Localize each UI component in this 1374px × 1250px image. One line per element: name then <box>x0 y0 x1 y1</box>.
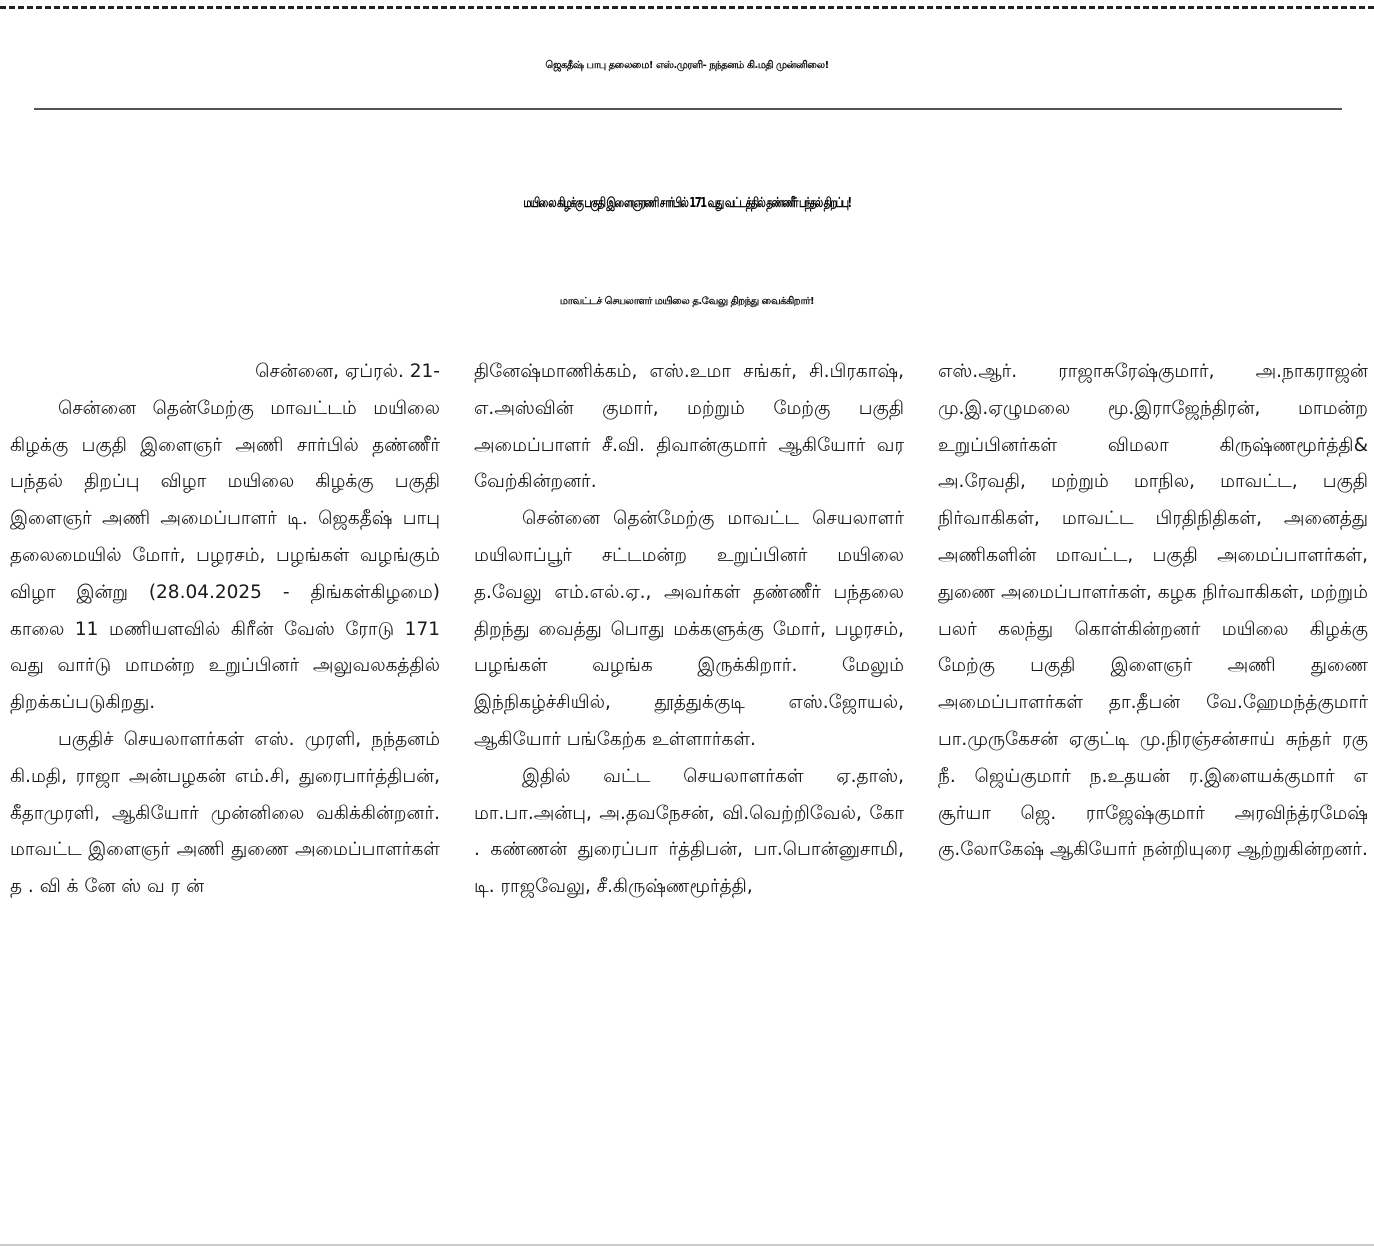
kicker-divider <box>34 108 1342 110</box>
bottom-border <box>0 1244 1374 1246</box>
body-paragraph: பகுதிச் செயலாளர்கள் எஸ். முரளி, நந்தனம் கி.மதி, ராஜா அன்பழகன் எம்.சி, துரைபார்த்திபன், கீதாமுரளி, ஆகியோர் முன்னிலை வகிக்கின்றனர். மாவட்ட இளைஞர் அணி துணை அமைப்பாளர்கள் த . வி க் னே ஸ் வ ர ன் <box>10 728 440 898</box>
article-column-2 <box>474 354 904 1234</box>
body-paragraph: இதில் வட்ட செயலாளர்கள் ஏ.தாஸ், மா.பா.அன்பு, அ.தவநேசன், வி.வெற்றிவேல், கோ . கண்ணன் துரைப்பா ர்த்திபன், பா.பொன்னுசாமி, டி. ராஜவேலு, சீ.கிருஷ்ணமூர்த்தி, <box>474 765 904 898</box>
body-paragraph: எஸ்.ஆர். ராஜாசுரேஷ்குமார், அ.நாகராஜன் மு.இ.ஏழுமலை மூ.இராஜேந்திரன், மாமன்ற உறுப்பினர்கள் விமலா கிருஷ்ணமூர்த்தி& அ.ரேவதி, மற்றும் மாநில, மாவட்ட, பகுதி நிர்வாகிகள், மாவட்ட பிரதிநிதிகள், அனைத்து அணிகளின் மாவட்ட, பகுதி அமைப்பாளர்கள், துணை அமைப்பாளர்கள், கழக நிர்வாகிகள், மற்றும் பலர் கலந்து கொள்கின்றனர் மயிலை கிழக்கு மேற்கு பகுதி இளைஞர் அணி துணை அமைப்பாளர்கள் தா.தீபன் வே.ஹேமந்த்குமார் பா.முருகேசன் ஏகுட்டி மு.நிரஞ்சன்சாய் சுந்தர் ரகு நீ. ஜெய்குமார் ந.உதயன் ர.இளையக்குமார் எ சூர்யா ஜெ. ராஜேஷ்குமார் அரவிந்த்ரமேஷ் கு.லோகேஷ் ஆகியோர் நன்றியுரை ஆற்றுகின்றனர். <box>938 361 1368 861</box>
article-column-1 <box>10 354 440 1234</box>
main-headline: மயிலை கிழக்கு பகுதி இளைஞரணி சார்பில் 171 வது வட்டத்தில் தண்ணீர் பந்தல் திறப்பு! <box>523 195 851 211</box>
body-paragraph: சென்னை தென்மேற்கு மாவட்ட செயலாளர் மயிலாப்பூர் சட்டமன்ற உறுப்பினர் மயிலை த.வேலு எம்.எல்.ஏ., அவர்கள் தண்ணீர் பந்தலை திறந்து வைத்து பொது மக்களுக்கு மோர், பழரசம், பழங்கள் வழங்க இருக்கிறார். மேலும் இந்நிகழ்ச்சியில், தூத்துக்குடி எஸ்.ஜோயல், ஆகியோர் பங்கேற்க உள்ளார்கள். <box>474 508 904 750</box>
body-paragraph: தினேஷ்மாணிக்கம், எஸ்.உமா சங்கர், சி.பிரகாஷ், எ.அஸ்வின் குமார், மற்றும் மேற்கு பகுதி அமைப்பாளர் சீ.வி. திவான்குமார் ஆகியோர் வர வேற்கின்றனர். <box>474 361 904 493</box>
dateline: சென்னை, ஏப்ரல். 21- <box>255 361 440 382</box>
kicker-headline: ஜெகதீஷ் பாபு தலைமை! எஸ்.முரளி- நந்தனம் கி.மதி முன்னிலை! <box>545 60 829 71</box>
body-paragraph: சென்னை தென்மேற்கு மாவட்டம் மயிலை கிழக்கு பகுதி இளைஞர் அணி சார்பில் தண்ணீர் பந்தல் திறப்பு விழா மயிலை கிழக்கு பகுதி இளைஞர் அணி அமைப்பாளர் டி. ஜெகதீஷ் பாபு தலைமையில் மோர், பழரசம், பழங்கள் வழங்கும் விழா இன்று (28.04.2025 - திங்கள்கிழமை) காலை 11 மணியளவில் கிரீன் வேஸ் ரோடு 171 வது வார்டு மாமன்ற உறுப்பினர் அலுவலகத்தில் திறக்கப்படுகிறது. <box>10 397 440 714</box>
sub-headline: மாவட்டச் செயலாளர் மயிலை த.வேலு திறந்து வைக்கிறார்! <box>559 296 815 307</box>
article-column-3 <box>938 354 1368 1234</box>
top-dashed-border <box>0 6 1374 9</box>
